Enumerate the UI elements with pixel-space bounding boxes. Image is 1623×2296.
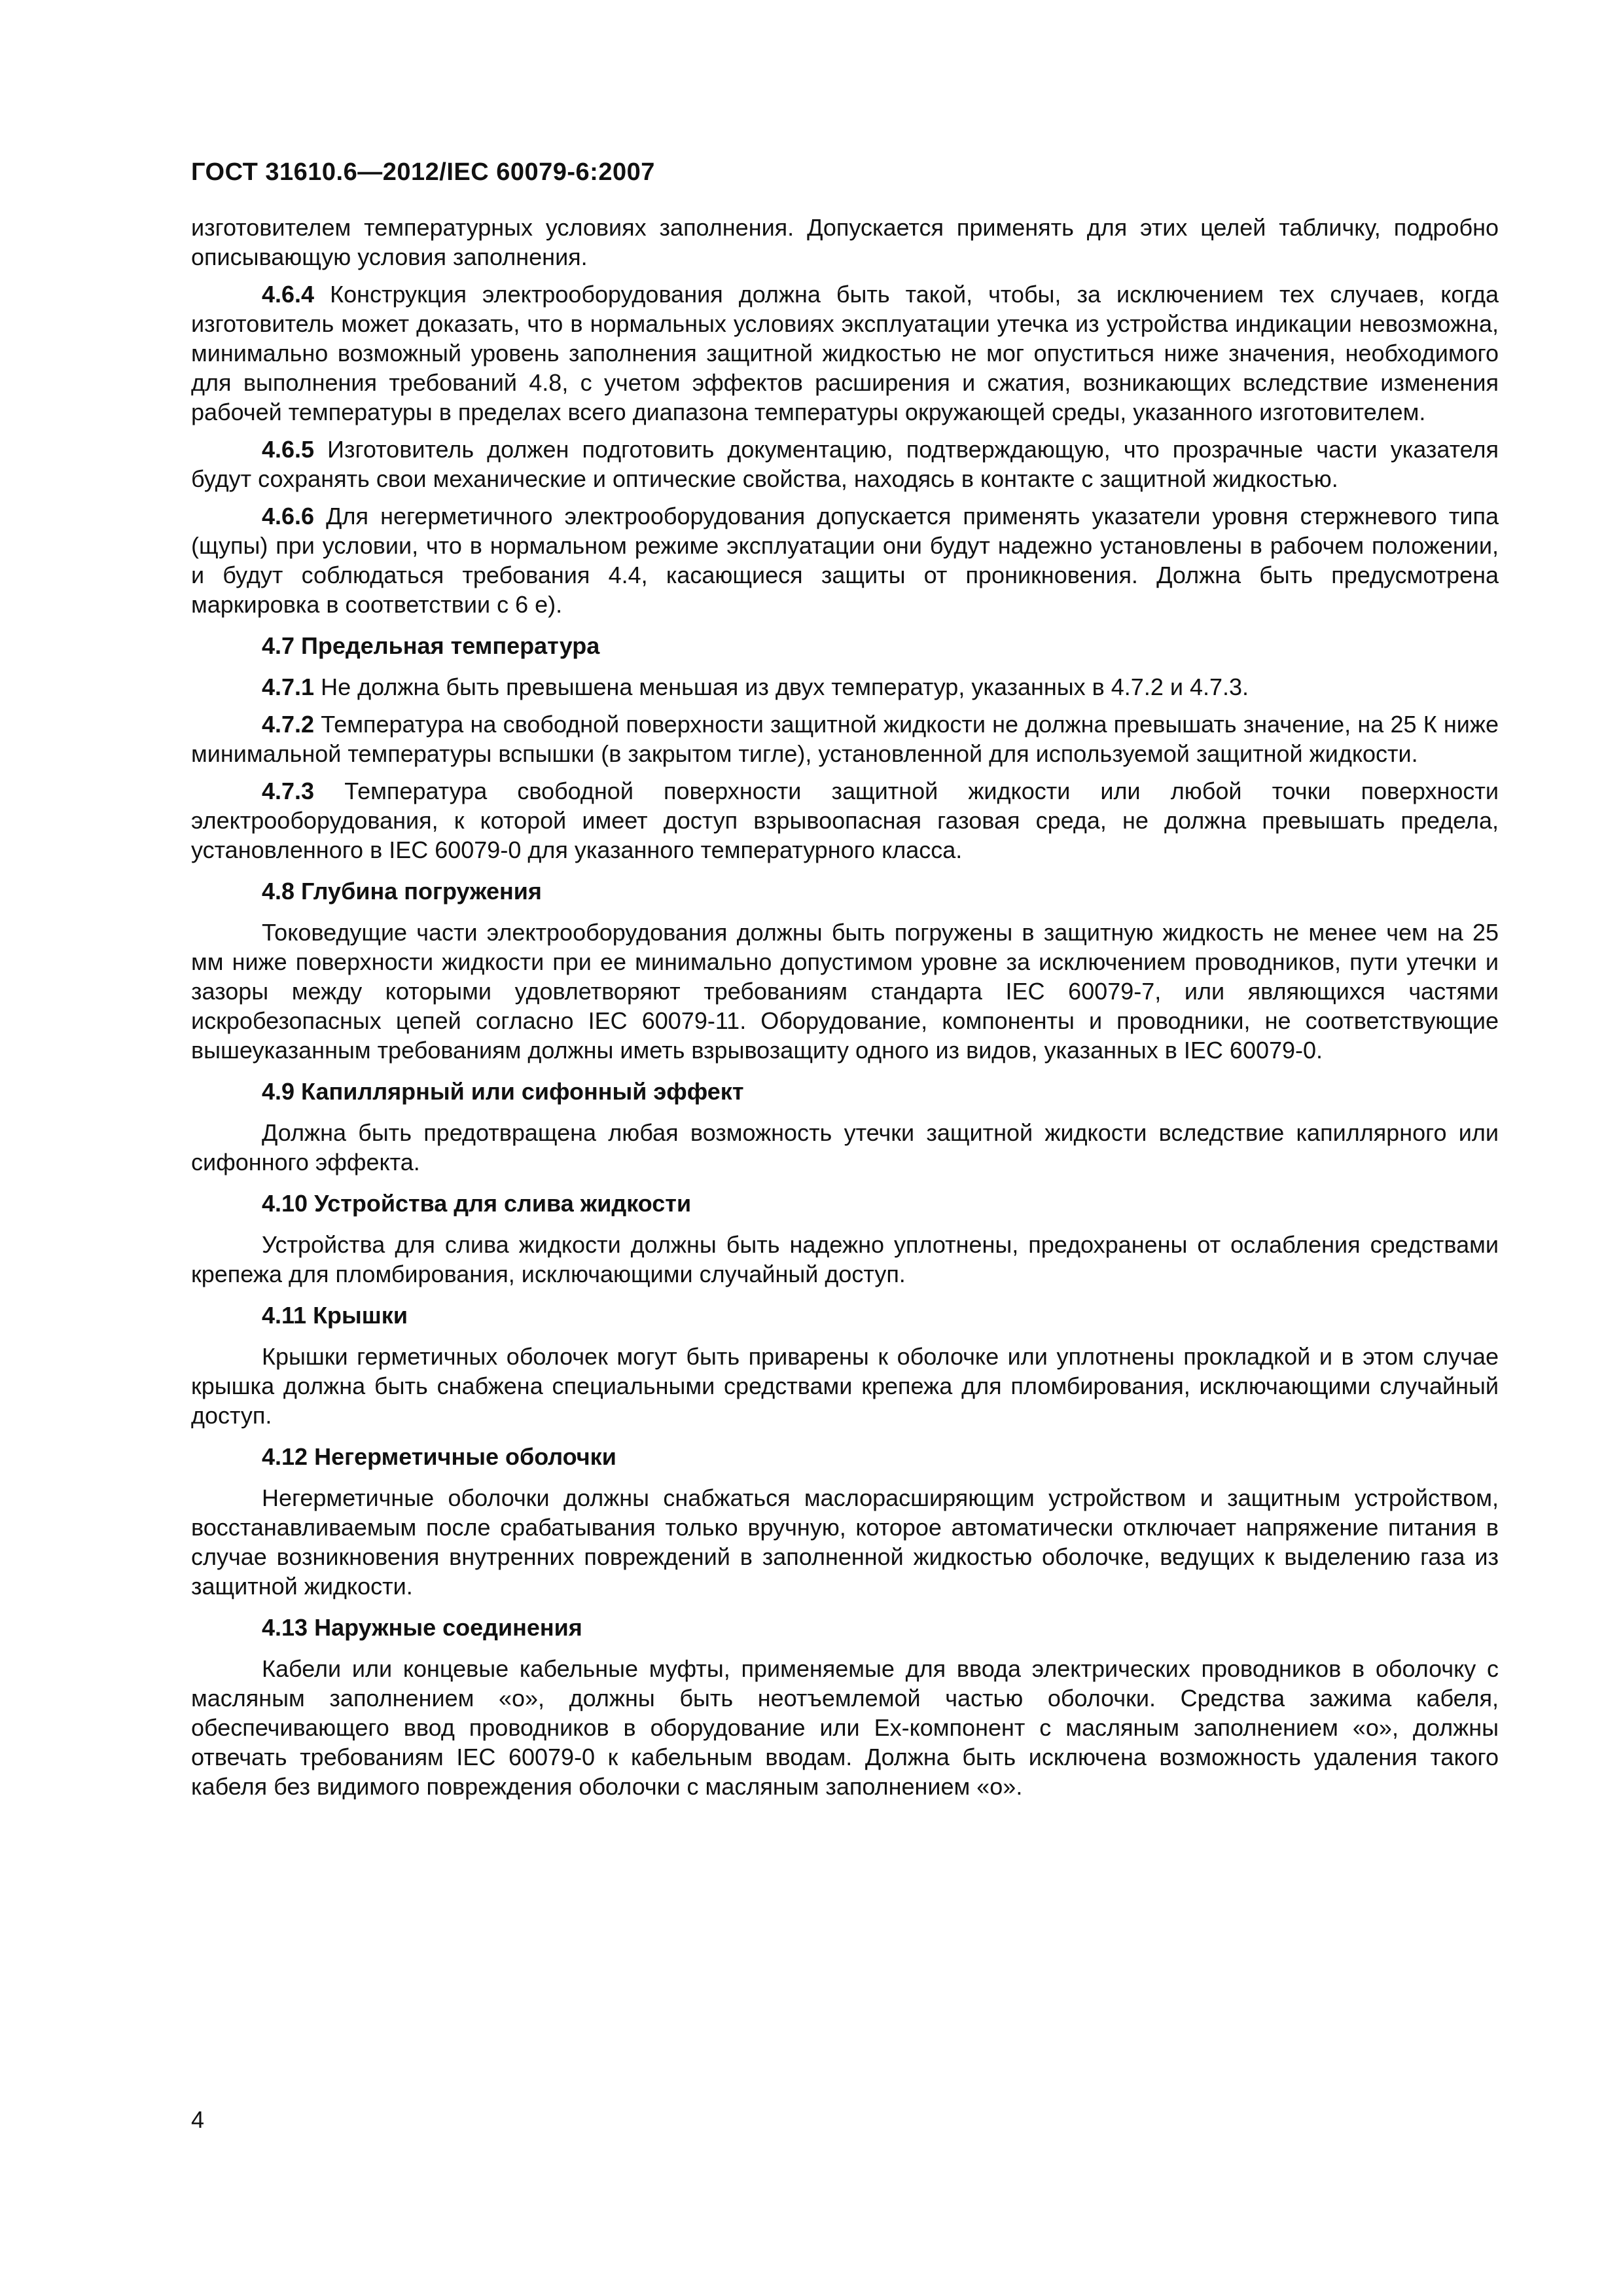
section-heading-4-9: 4.9 Капиллярный или сифонный эффект <box>262 1078 744 1105</box>
document-page <box>191 158 1499 1809</box>
section-heading-4-7: 4.7 Предельная температура <box>262 632 600 659</box>
clause-text: Температура на свободной поверхности защитной жидкости не должна превышать значение, на 25 К ниже минимальной температуры вспышки (в закрытом тигле), установленной для используемой защитной жидкости. <box>191 711 1499 767</box>
clause-text: Для негерметичного электрооборудования допускается применять указатели уровня стержневого типа (щупы) при условии, что в нормальном режиме эксплуатации они будут надежно установлены в рабочем положении, и будут соблюдаться требования 4.4, касающиеся защиты от проникновения. Должна быть предусмотрена маркировка в соответствии с 6 е). <box>191 503 1499 618</box>
section-text-4-10: Устройства для слива жидкости должны быть надежно уплотнены, предохранены от ослабления средствами крепежа для пломбирования, исключающими случайный доступ. <box>191 1231 1499 1287</box>
section-text-4-12: Негерметичные оболочки должны снабжаться маслорасширяющим устройством и защитным устройством, восстанавливаемым после срабатывания только вручную, которое автоматически отключает напряжение питания в случае возникновения внутренних повреждений в заполненной жидкостью оболочке, ведущих к выделению газа из защитной жидкости. <box>191 1484 1499 1600</box>
clause-4-7-1 <box>191 672 1499 702</box>
document-header: ГОСТ 31610.6—2012/IEC 60079-6:2007 <box>191 158 655 186</box>
section-text-4-8: Токоведущие части электрооборудования должны быть погружены в защитную жидкость не менее чем на 25 мм ниже поверхности жидкости при ее минимально допустимом уровне за исключением проводников, пути утечки и зазоры между которыми удовлетворяют требованиям стандарта IEC 60079-7, или являющихся частями искробезопасных цепей согласно IEC 60079-11. Оборудование, компоненты и проводники, не соответствующие вышеуказанным требованиям должны иметь взрывозащиту одного из видов, указанных в IEC 60079-0. <box>191 919 1499 1064</box>
clause-text: Температура свободной поверхности защитной жидкости или любой точки поверхности электрооборудования, к которой имеет доступ взрывоопасная газовая среда, не должна превышать предела, установленного в IEC 60079-0 для указанного температурного класса. <box>191 778 1499 863</box>
clause-number: 4.7.1 <box>262 673 315 700</box>
document-body <box>191 213 1499 1801</box>
clause-text: Конструкция электрооборудования должна быть такой, чтобы, за исключением тех случаев, когда изготовитель может доказать, что в нормальных условиях эксплуатации утечка из устройства индикации невозможна, минимально возможный уровень заполнения защитной жидкостью не мог опуститься ниже значения, необходимого для выполнения требований 4.8, с учетом эффектов расширения и сжатия, возникающих вследствие изменения рабочей температуры в пределах всего диапазона температуры окружающей среды, указанного изготовителем. <box>191 281 1499 425</box>
clause-text: Не должна быть превышена меньшая из двух температур, указанных в 4.7.2 и 4.7.3. <box>321 673 1249 700</box>
section-heading-4-12: 4.12 Негерметичные оболочки <box>262 1443 616 1470</box>
clause-number: 4.7.2 <box>262 711 315 738</box>
section-heading-4-11: 4.11 Крышки <box>262 1302 408 1329</box>
clause-number: 4.6.4 <box>262 281 315 308</box>
clause-number: 4.6.5 <box>262 436 315 463</box>
section-text-4-9: Должна быть предотвращена любая возможность утечки защитной жидкости вследствие капиллярного или сифонного эффекта. <box>191 1119 1499 1175</box>
clause-4-7-2 <box>191 709 1499 768</box>
section-heading-4-13: 4.13 Наружные соединения <box>262 1614 582 1641</box>
clause-text: Изготовитель должен подготовить документацию, подтверждающую, что прозрачные части указателя будут сохранять свои механические и оптические свойства, находясь в контакте с защитной жидкостью. <box>191 436 1499 492</box>
clause-4-7-3 <box>191 776 1499 865</box>
section-heading-4-8: 4.8 Глубина погружения <box>262 878 542 905</box>
clause-number: 4.7.3 <box>262 778 315 804</box>
section-text-4-13: Кабели или концевые кабельные муфты, применяемые для ввода электрических проводников в оболочку с масляным заполнением «о», должны быть неотъемлемой частью оболочки. Средства зажима кабеля, обеспечивающего ввод проводников в оборудование или Ex-компонент с масляным заполнением «о», должны отвечать требованиям IEC 60079-0 к кабельным вводам. Должна быть исключена возможность удаления такого кабеля без видимого повреждения оболочки с масляным заполнением «о». <box>191 1655 1499 1800</box>
clause-4-6-4 <box>191 279 1499 427</box>
clause-4-6-5 <box>191 435 1499 493</box>
clause-number: 4.6.6 <box>262 503 315 529</box>
page-number: 4 <box>191 2106 205 2133</box>
section-text-4-11: Крышки герметичных оболочек могут быть приварены к оболочке или уплотнены прокладкой и в этом случае крышка должна быть снабжена специальными средствами крепежа для пломбирования, исключающими случайный доступ. <box>191 1343 1499 1429</box>
paragraph-intro: изготовителем температурных условиях заполнения. Допускается применять для этих целей табличку, подробно описывающую условия заполнения. <box>191 214 1499 270</box>
clause-4-6-6 <box>191 501 1499 619</box>
section-heading-4-10: 4.10 Устройства для слива жидкости <box>262 1190 692 1217</box>
